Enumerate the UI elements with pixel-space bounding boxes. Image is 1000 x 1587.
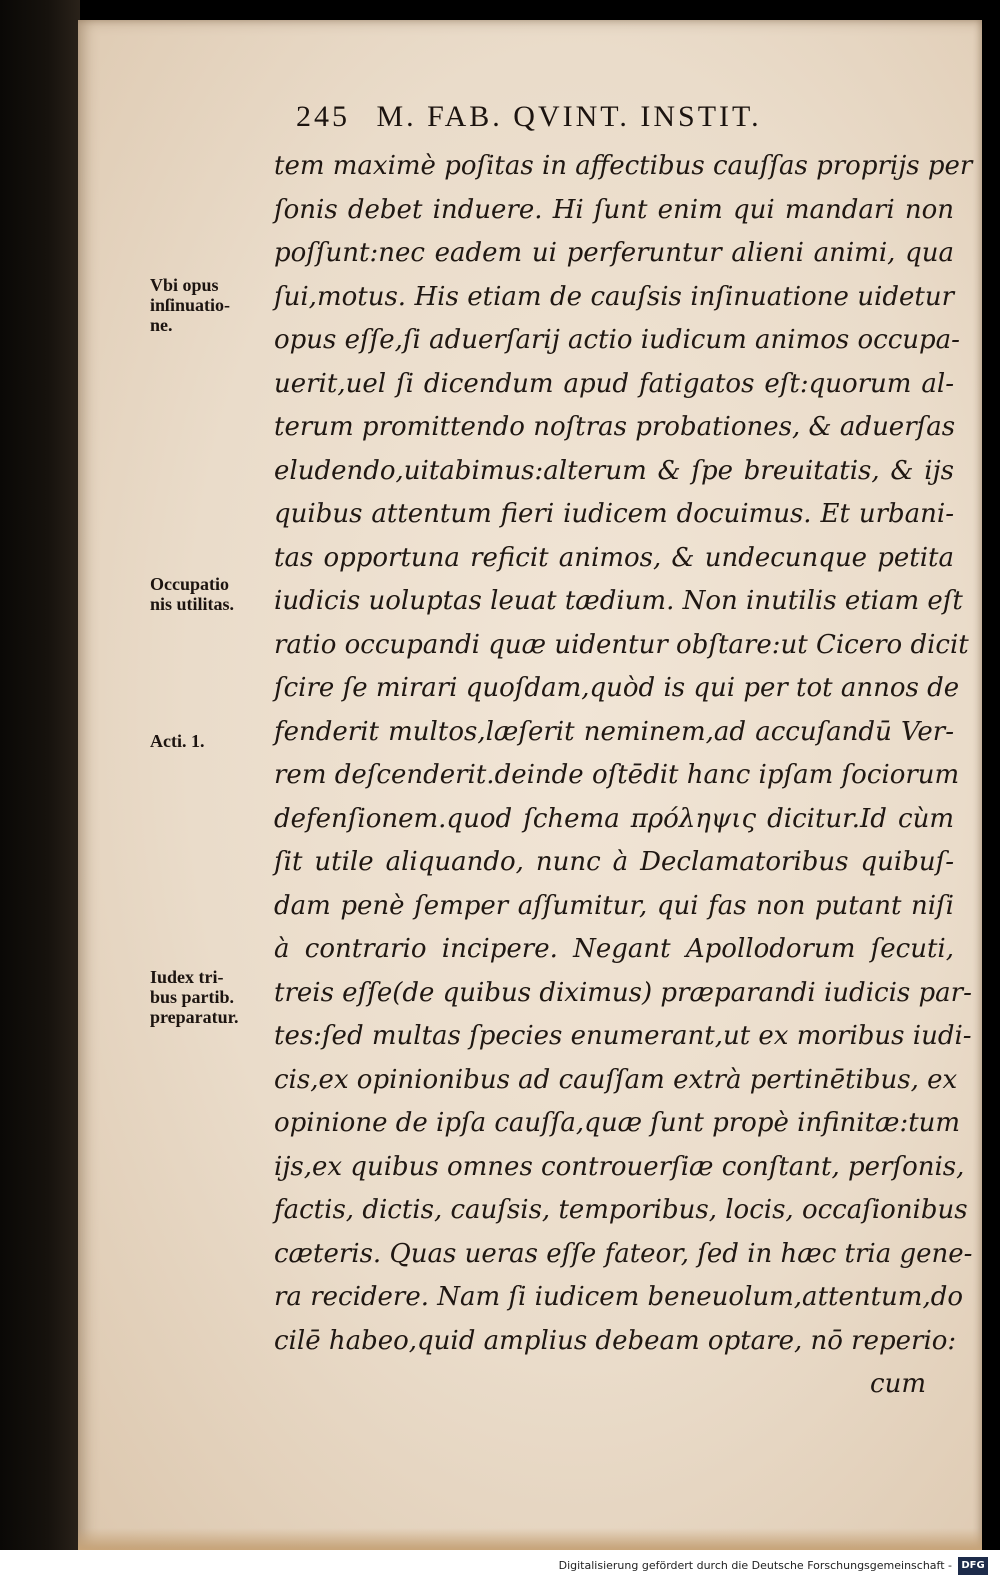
body-text xyxy=(274,145,973,1407)
text-line: quibus attentum fieri iudicem docuimus. Et urbani- xyxy=(274,499,954,529)
text-line: tas opportuna reficit animos, & undecunque petita xyxy=(274,542,954,573)
text-line: rem deſcenderit.deinde oſtēdit hanc ipſam ſociorum xyxy=(274,760,960,790)
text-line: cum xyxy=(870,1369,926,1399)
marginal-note-acti xyxy=(150,731,274,751)
marginal-note-line: preparatur. xyxy=(150,1007,239,1027)
text-line: cis,ex opinionibus ad cauſſam extrà pertinētibus, ex xyxy=(274,1064,958,1095)
text-line: ſui,motus. His etiam de cauſsis inſinuatione uidetur xyxy=(274,281,954,312)
marginal-note-line: Acti. 1. xyxy=(150,731,205,751)
footer-bar xyxy=(0,1550,1000,1587)
facing-page-shadow xyxy=(0,0,80,1587)
text-line: factis, dictis, cauſsis, temporibus, locis, occaſionibus xyxy=(274,1195,968,1225)
text-line: à contrario incipere. Negant Apollodorum ſecuti, xyxy=(274,934,954,964)
marginal-note-line: Occupatio xyxy=(150,574,229,594)
text-line: cæteris. Quas ueras eſſe fateor, ſed in hæc tria gene- xyxy=(274,1238,973,1269)
text-line: tem maximè poſitas in affectibus cauſſas proprijs per xyxy=(274,151,973,181)
text-line: ſit utile aliquando, nunc à Declamatoribus quibuſ- xyxy=(274,847,954,877)
text-line: ſcire ſe mirari quoſdam,quòd is qui per tot annos de xyxy=(274,673,960,703)
text-line: poſſunt:nec eadem ui perferuntur alieni animi, qua xyxy=(274,238,954,268)
text-line: ſonis debet induere. Hi ſunt enim qui mandari non xyxy=(274,194,954,225)
running-head xyxy=(296,100,916,134)
text-line: tes:ſed multas ſpecies enumerant,ut ex moribus iudi- xyxy=(274,1021,972,1051)
marginal-note-line: nis utilitas. xyxy=(150,594,235,614)
text-line: fenderit multos,læſerit neminem,ad accuſandū Ver- xyxy=(274,716,954,747)
text-line: cilē habeo,quid amplius debeam optare, nō reperio: xyxy=(274,1325,957,1356)
text-line: eludendo,uitabimus:alterum & ſpe breuitatis, & ijs xyxy=(274,455,954,486)
marginal-note-iudex xyxy=(150,967,274,1027)
marginal-note-line: Vbi opus xyxy=(150,275,219,295)
text-line: ra recidere. Nam ſi iudicem beneuolum,attentum,do xyxy=(274,1282,963,1312)
page-number: 245 xyxy=(296,100,350,133)
text-line: opus eſſe,ſi aduerſarij actio iudicum animos occupa- xyxy=(274,325,960,355)
text-line: uerit,uel ſi dicendum apud fatigatos eſt:quorum al- xyxy=(274,368,954,399)
text-line: opinione de ipſa cauſſa,quæ ſunt propè infinitæ:tum xyxy=(274,1108,961,1138)
text-line: dam penè ſemper aſſumitur, qui fas non putant niſi xyxy=(274,890,954,921)
marginal-note-line: inſinuatio- xyxy=(150,295,231,315)
page-bottom-edge xyxy=(78,1528,982,1550)
marginal-note-line: Iudex tri- xyxy=(150,967,224,987)
text-line: terum promittendo noſtras probationes, & aduerſas xyxy=(274,412,956,442)
footer-credit: Digitalisierung gefördert durch die Deutsche Forschungsgemeinschaft - xyxy=(558,1559,952,1572)
dfg-logo: DFG xyxy=(958,1557,988,1575)
text-line: ratio occupandi quæ uidentur obſtare:ut Cicero dicit xyxy=(274,629,969,660)
marginal-note-ubi-opus xyxy=(150,275,274,335)
running-title: M. FAB. QVINT. INSTIT. xyxy=(376,100,762,133)
text-line: defenſionem.quod ſchema πρόληψις dicitur.Id cùm xyxy=(274,803,954,834)
text-line: treis eſſe(de quibus diximus) præparandi iudicis par- xyxy=(274,977,972,1008)
marginal-note-line: ne. xyxy=(150,315,173,335)
text-line: iudicis uoluptas leuat tædium. Non inutilis etiam eſt xyxy=(274,586,963,616)
marginal-note-line: bus partib. xyxy=(150,987,235,1007)
marginal-note-occupatio xyxy=(150,574,274,614)
text-line: ijs,ex quibus omnes controuerſiæ conſtant, perſonis, xyxy=(274,1151,965,1182)
